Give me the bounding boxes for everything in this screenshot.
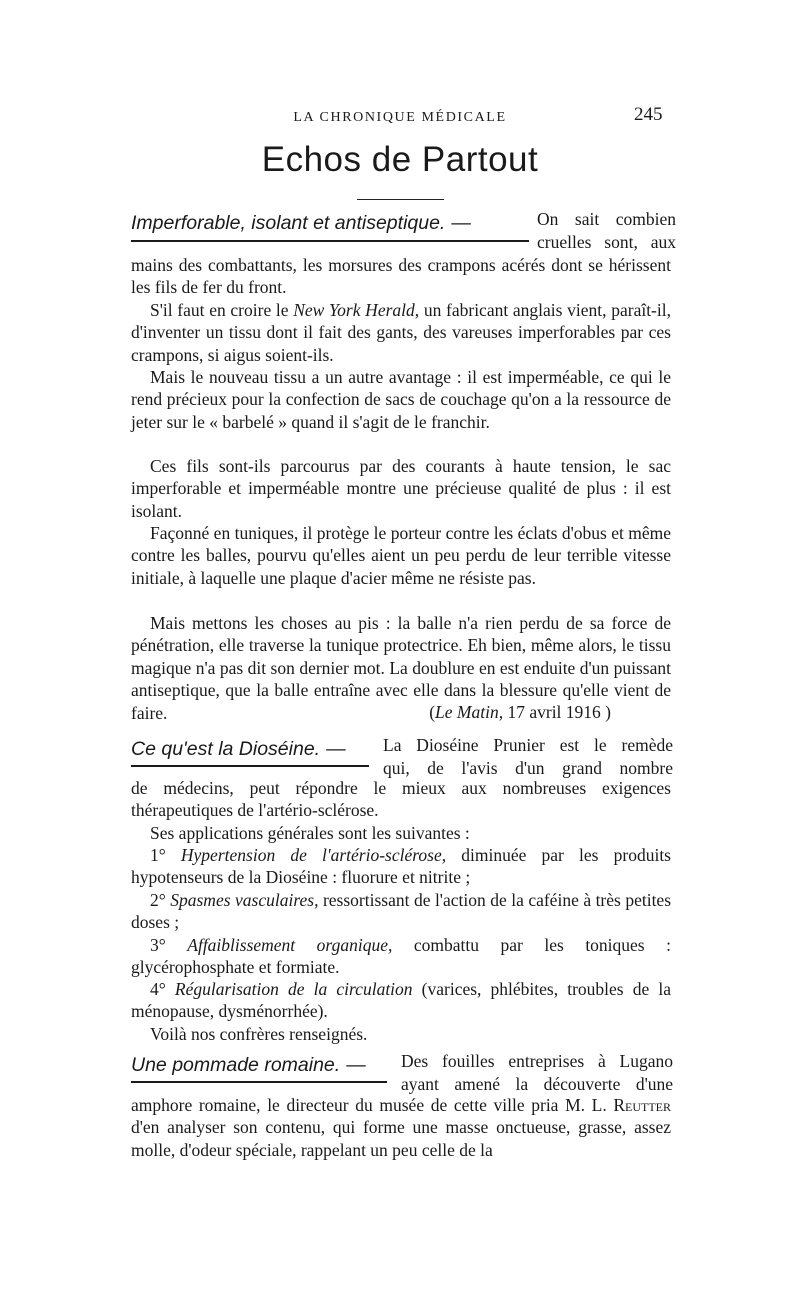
list-item: 1° Hypertension de l'artério-sclérose, diminuée par les produits hypotenseurs de la Dioséine : fluorure et nitrite ;	[131, 845, 671, 888]
list-item: 2° Spasmes vasculaires, ressortissant de l'action de la caféine à très petites doses ;	[131, 890, 672, 933]
heading-underline	[131, 1081, 387, 1083]
paragraph: S'il faut en croire le New York Herald, un fabricant anglais vient, paraît-il, d'inventer un tissu dont il fait des gants, des vareuses imperforables par ces crampons, si aigus soient-ils.	[131, 300, 671, 365]
paragraph: Voilà nos confrères renseignés.	[150, 1024, 368, 1044]
section-intro: Des fouilles entreprises à Lugano ayant amené la découverte d'une	[401, 1051, 673, 1094]
source-citation: (Le Matin, 17 avril 1916 )	[429, 702, 611, 722]
paragraph: mains des combattants, les morsures des crampons acérés dont se hérissent les fils de fer du front.	[131, 255, 671, 298]
page-number: 245	[634, 104, 663, 125]
page-title: Echos de Partout	[261, 140, 539, 179]
paragraph: Mais mettons les choses au pis : la balle n'a rien perdu de sa force de pénétration, elle traverse la tunique protectrice. Eh bien, même alors, le tissu magique n'a pas dit son dernier mot. La doublure en est enduite d'un puissant antiseptique, que la balle entraîne avec elle dans la blessure qu'elle vient de faire.	[131, 613, 671, 723]
running-header: LA CHRONIQUE MÉDICALE	[293, 110, 507, 125]
heading-underline	[131, 765, 369, 767]
list-item: 4° Régularisation de la circulation (varices, phlébites, troubles de la ménopause, dysménorrhée).	[131, 979, 671, 1022]
list-item: 3° Affaiblissement organique, combattu par les toniques : glycérophosphate et formiate.	[131, 935, 671, 978]
paragraph: Ses applications générales sont les suivantes :	[150, 823, 470, 843]
title-divider	[357, 199, 444, 200]
section-title: Ce qu'est la Dioséine. —	[131, 738, 346, 760]
paragraph: de médecins, peut répondre le mieux aux nombreuses exigences thérapeutiques de l'artério-sclérose.	[131, 778, 671, 821]
section-title: Une pommade romaine. —	[131, 1054, 366, 1076]
paragraph: Façonné en tuniques, il protège le porteur contre les éclats d'obus et même contre les balles, pourvu qu'elles aient un peu perdu de leur terrible vitesse initiale, à laquelle une plaque d'acier même ne résiste pas.	[131, 523, 671, 588]
section-title: Imperforable, isolant et antiseptique. —	[131, 212, 471, 234]
paragraph: Mais le nouveau tissu a un autre avantage : il est imperméable, ce qui le rend précieux pour la confection de sacs de couchage qu'on a la ressource de jeter sur le « barbelé » quand il s'agit de le franchir.	[131, 367, 671, 432]
paragraph: Ces fils sont-ils parcourus par des courants à haute tension, le sac imperforable et imperméable montre une précieuse qualité de plus : il est isolant.	[131, 456, 671, 521]
section-intro: La Dioséine Prunier est le remède qui, de l'avis d'un grand nombre	[383, 735, 673, 778]
newspaper-title: New York Herald	[293, 300, 415, 320]
paragraph: amphore romaine, le directeur du musée de cette ville pria M. L. Reutter d'en analyser son contenu, qui forme une masse onctueuse, grasse, assez molle, d'odeur spéciale, rappelant un peu celle de la	[131, 1095, 671, 1160]
person-name: Reutter	[613, 1095, 671, 1115]
heading-underline	[131, 240, 529, 242]
section-intro: On sait combien cruelles sont, aux	[537, 209, 676, 252]
